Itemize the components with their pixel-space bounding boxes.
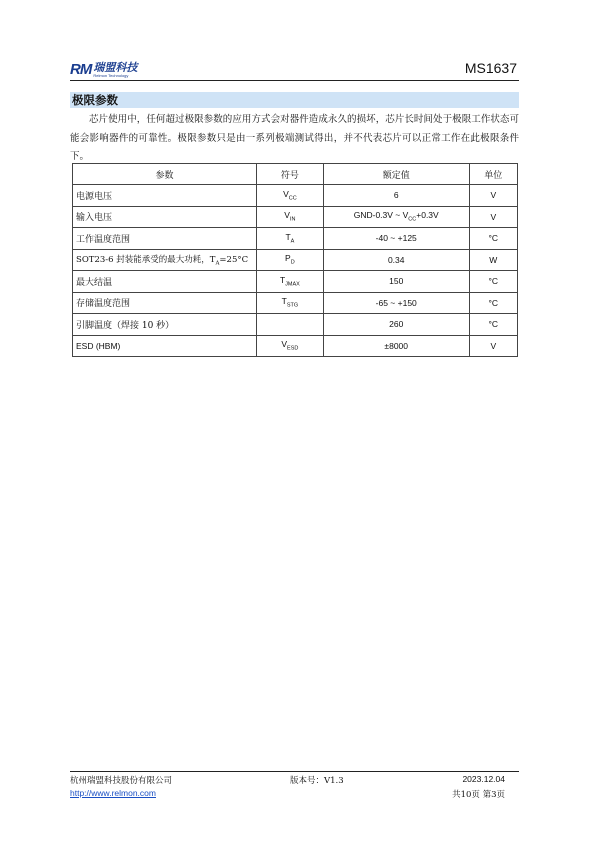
symbol-cell: $P_D$ <box>256 249 323 271</box>
unit-cell: °C <box>469 314 517 336</box>
page-footer <box>70 774 519 804</box>
unit-cell: V <box>469 185 517 207</box>
footer-date: 2023.12.04 <box>462 774 505 784</box>
symbol-cell: $V_{IN}$ <box>256 206 323 228</box>
section-heading-bar <box>70 92 519 108</box>
unit-cell: °C <box>469 292 517 314</box>
param-cell: 存储温度范围 <box>73 292 257 314</box>
param-cell: 工作温度范围 <box>73 228 257 250</box>
footer-website-link[interactable]: http://www.relmon.com <box>70 788 156 798</box>
table-row <box>73 228 518 250</box>
header-unit: 单位 <box>469 164 517 185</box>
param-cell: 最大结温 <box>73 271 257 293</box>
unit-cell: °C <box>469 228 517 250</box>
table-row <box>73 185 518 207</box>
value-cell: 260 <box>323 314 469 336</box>
unit-cell: V <box>469 335 517 357</box>
value-cell: ±8000 <box>323 335 469 357</box>
part-number: MS1637 <box>464 60 517 76</box>
table-row <box>73 206 518 228</box>
value-cell: 150 <box>323 271 469 293</box>
param-cell: 输入电压 <box>73 206 257 228</box>
table-row <box>73 292 518 314</box>
footer-company: 杭州瑞盟科技股份有限公司 <box>70 776 173 786</box>
logo-english-name: Relmon Technology <box>93 73 129 78</box>
value-cell: 6 <box>323 185 469 207</box>
unit-cell: °C <box>469 271 517 293</box>
param-cell: 引脚温度（焊接 10 秒） <box>73 314 257 336</box>
footer-version: 版本号：V1.3 <box>290 776 344 786</box>
logo-chinese-name: 瑞盟科技 <box>93 61 138 74</box>
symbol-cell: $T_{JMAX}$ <box>256 271 323 293</box>
param-cell: 电源电压 <box>73 185 257 207</box>
value-cell: -40 ~ +125 <box>323 228 469 250</box>
intro-text: 芯片使用中，任何超过极限参数的应用方式会对器件造成永久的损坏，芯片长时间处于极限工作状态可能会影响器件的可靠性。极限参数只是由一系列极端测试得出，并不代表芯片可以正常工作在此极限条件下。 <box>70 114 519 162</box>
page-header <box>70 56 519 78</box>
symbol-cell: $T_{STG}$ <box>256 292 323 314</box>
footer-page-number: 共10页 第3页 <box>452 790 505 800</box>
symbol-cell: $V_{CC}$ <box>256 185 323 207</box>
logo-text <box>93 62 137 78</box>
header-symbol: 符号 <box>256 164 323 185</box>
value-cell: GND-0.3V ~ $V_{CC}+0.3V$ <box>323 206 469 228</box>
table-row <box>73 335 518 357</box>
symbol-cell: $V_{ESD}$ <box>256 335 323 357</box>
table-row <box>73 249 518 271</box>
header-rating: 额定值 <box>323 164 469 185</box>
header-divider <box>70 80 519 81</box>
symbol-cell <box>256 314 323 336</box>
param-cell: ESD (HBM) <box>73 335 257 357</box>
value-cell: -65 ~ +150 <box>323 292 469 314</box>
table-header-row <box>73 164 518 185</box>
header-parameter: 参数 <box>73 164 257 185</box>
logo-mark: RM <box>70 61 92 78</box>
absolute-max-ratings-table <box>72 163 518 357</box>
symbol-cell: $T_A$ <box>256 228 323 250</box>
unit-cell: W <box>469 249 517 271</box>
table-row <box>73 314 518 336</box>
param-cell: SOT23-6 封装能承受的最大功耗，$T_A=25^\circ C$ <box>73 249 257 271</box>
company-logo <box>70 56 137 78</box>
value-cell: 0.34 <box>323 249 469 271</box>
footer-divider <box>70 771 519 772</box>
table-row <box>73 271 518 293</box>
unit-cell: V <box>469 206 517 228</box>
section-title: 极限参数 <box>72 93 118 107</box>
intro-paragraph <box>70 111 519 167</box>
